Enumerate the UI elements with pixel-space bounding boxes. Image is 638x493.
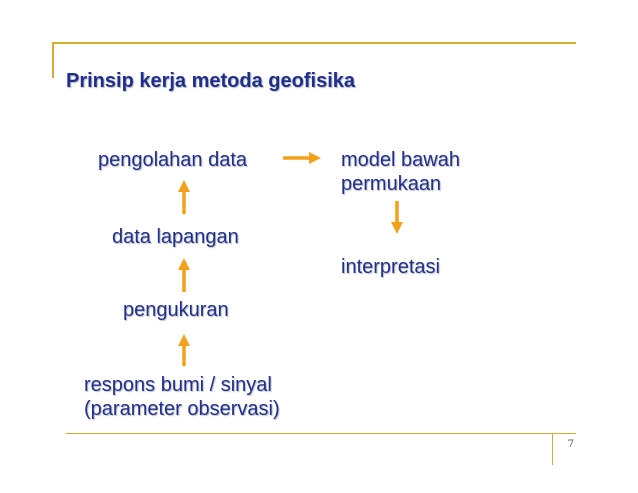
node-label: respons bumi / sinyal: [84, 374, 272, 396]
node-label: (parameter observasi): [84, 398, 280, 420]
node-label: pengukuran: [123, 299, 229, 321]
node-label: pengolahan data: [98, 149, 248, 171]
node-label: permukaan: [341, 173, 442, 195]
page-number: 7: [567, 439, 574, 450]
node-label: data lapangan: [112, 226, 239, 248]
slide-title: Prinsip kerja metoda geofisika: [66, 70, 355, 92]
node-label: interpretasi: [341, 256, 440, 278]
node-label: model bawah: [341, 149, 460, 171]
